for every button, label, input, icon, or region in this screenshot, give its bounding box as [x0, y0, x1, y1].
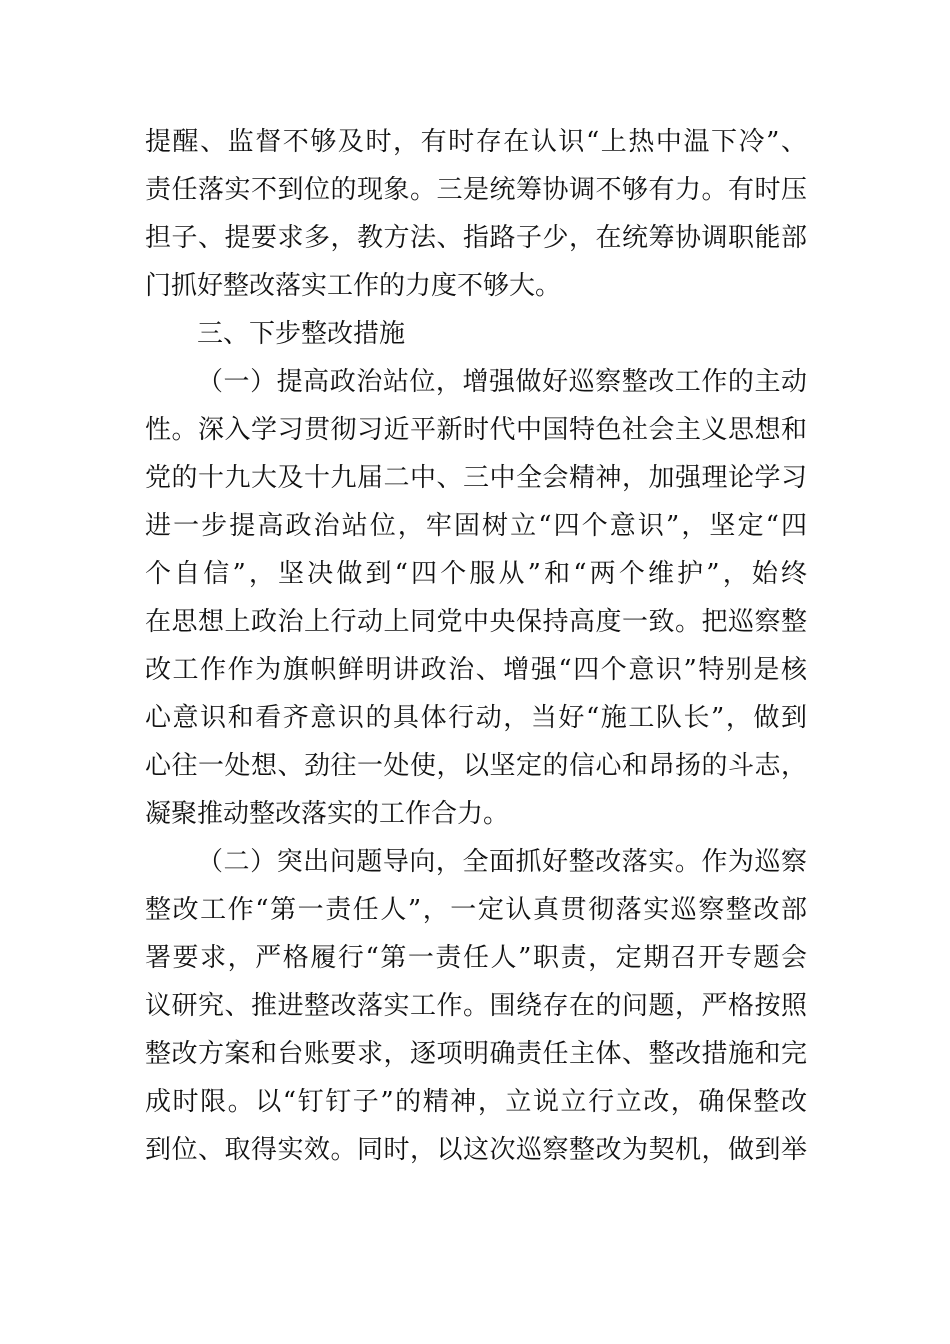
paragraph-lead-line: （二）突出问题导向，全面抓好整改落实。作为巡察	[197, 847, 807, 877]
text-line: 提醒、监督不够及时，有时存在认识“上热中温下冷”、	[145, 127, 807, 157]
text-line: 担子、提要求多，教方法、指路子少，在统筹协调职能部	[145, 223, 807, 253]
text-line: 成时限。以“钉钉子”的精神，立说立行立改，确保整改	[145, 1087, 807, 1117]
text-line: 议研究、推进整改落实工作。围绕存在的问题，严格按照	[145, 991, 807, 1021]
text-line: 在思想上政治上行动上同党中央保持高度一致。把巡察整	[145, 607, 807, 637]
text-line: 门抓好整改落实工作的力度不够大。	[145, 271, 562, 301]
text-line: 进一步提高政治站位，牢固树立“四个意识”，坚定“四	[145, 511, 807, 541]
document-body	[145, 118, 807, 1174]
text-line: 责任落实不到位的现象。三是统筹协调不够有力。有时压	[145, 175, 807, 205]
section-heading: 三、下步整改措施	[197, 319, 406, 349]
text-line: 心意识和看齐意识的具体行动，当好“施工队长”，做到	[145, 703, 807, 733]
paragraph-lead-line: （一）提高政治站位，增强做好巡察整改工作的主动	[197, 367, 807, 397]
text-line: 个自信”，坚决做到“四个服从”和“两个维护”，始终	[145, 559, 807, 589]
text-line: 党的十九大及十九届二中、三中全会精神，加强理论学习	[145, 463, 807, 493]
text-line: 署要求，严格履行“第一责任人”职责，定期召开专题会	[145, 943, 807, 973]
text-line: 性。深入学习贯彻习近平新时代中国特色社会主义思想和	[145, 415, 807, 445]
text-line: 心往一处想、劲往一处使，以坚定的信心和昂扬的斗志，	[145, 751, 807, 781]
text-line: 整改工作“第一责任人”，一定认真贯彻落实巡察整改部	[145, 895, 807, 925]
text-line: 改工作作为旗帜鲜明讲政治、增强“四个意识”特别是核	[145, 655, 807, 685]
text-line: 整改方案和台账要求，逐项明确责任主体、整改措施和完	[145, 1039, 807, 1069]
text-line: 到位、取得实效。同时，以这次巡察整改为契机，做到举	[145, 1135, 807, 1165]
text-line: 凝聚推动整改落实的工作合力。	[145, 799, 510, 829]
